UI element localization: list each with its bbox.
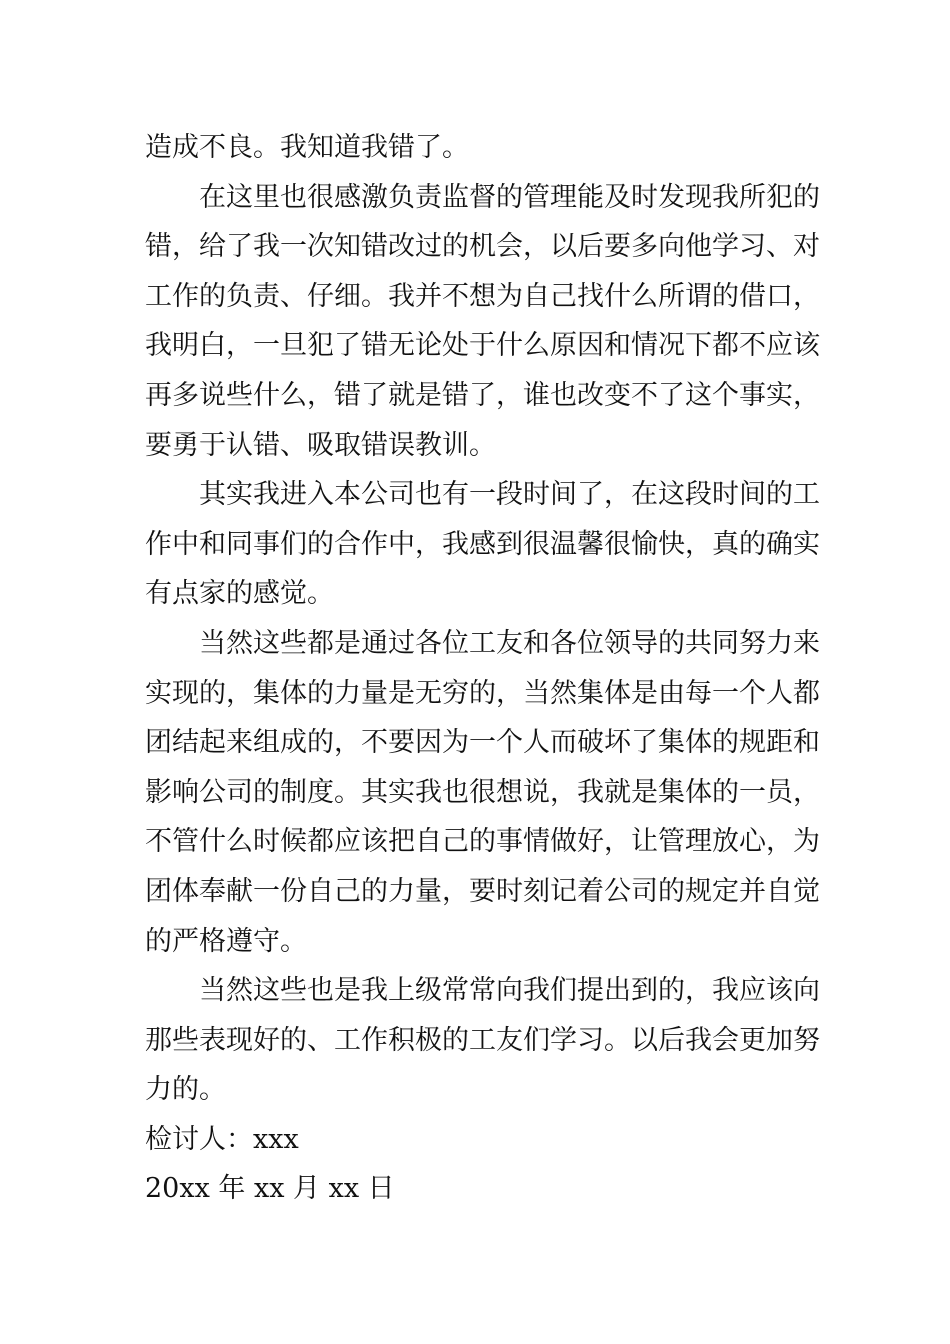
text-line: 当然这些都是通过各位工友和各位领导的共同努力来: [199, 627, 820, 659]
paragraph-5: [145, 966, 820, 1115]
text-line: 实现的，集体的力量是无穷的，当然集体是由每一个人都: [145, 677, 820, 709]
document-body: [145, 123, 820, 1214]
text-line: 有点家的感觉。: [145, 578, 334, 610]
text-line: 作中和同事们的合作中，我感到很温馨很愉快，真的确实: [145, 528, 820, 560]
text-line: 再多说些什么，错了就是错了，谁也改变不了这个事实，: [145, 379, 820, 411]
text-line: 造成不良。我知道我错了。: [145, 132, 469, 163]
text-line: 其实我进入本公司也有一段时间了，在这段时间的工: [199, 479, 820, 511]
signature-line: 检讨人：xxx: [145, 1123, 299, 1155]
text-line: 错，给了我一次知错改过的机会，以后要多向他学习、对: [145, 231, 820, 263]
text-line: 工作的负责、仔细。我并不想为自己找什么所谓的借口，: [145, 280, 820, 312]
text-line: 影响公司的制度。其实我也很想说，我就是集体的一员，: [145, 776, 820, 808]
text-line: 在这里也很感激负责监督的管理能及时发现我所犯的: [199, 181, 820, 213]
text-line: 团体奉献一份自己的力量，要时刻记着公司的规定并自觉: [145, 875, 820, 907]
text-line: 我明白，一旦犯了错无论处于什么原因和情况下都不应该: [145, 330, 820, 362]
text-line: 当然这些也是我上级常常向我们提出到的，我应该向: [199, 975, 820, 1007]
date-line: 20xx 年 xx 月 xx 日: [145, 1173, 395, 1205]
text-line: 不管什么时候都应该把自己的事情做好，让管理放心，为: [145, 826, 820, 858]
text-line: 力的。: [145, 1074, 226, 1106]
text-line: 团结起来组成的，不要因为一个人而破坏了集体的规距和: [145, 727, 820, 759]
text-line: 那些表现好的、工作积极的工友们学习。以后我会更加努: [145, 1024, 820, 1056]
paragraph-1: [145, 123, 810, 173]
paragraph-2: [145, 173, 820, 471]
paragraph-3: [145, 470, 820, 619]
paragraph-4: [145, 619, 820, 966]
text-line: 的严格遵守。: [145, 925, 307, 957]
text-line: 要勇于认错、吸取错误教训。: [145, 429, 496, 461]
